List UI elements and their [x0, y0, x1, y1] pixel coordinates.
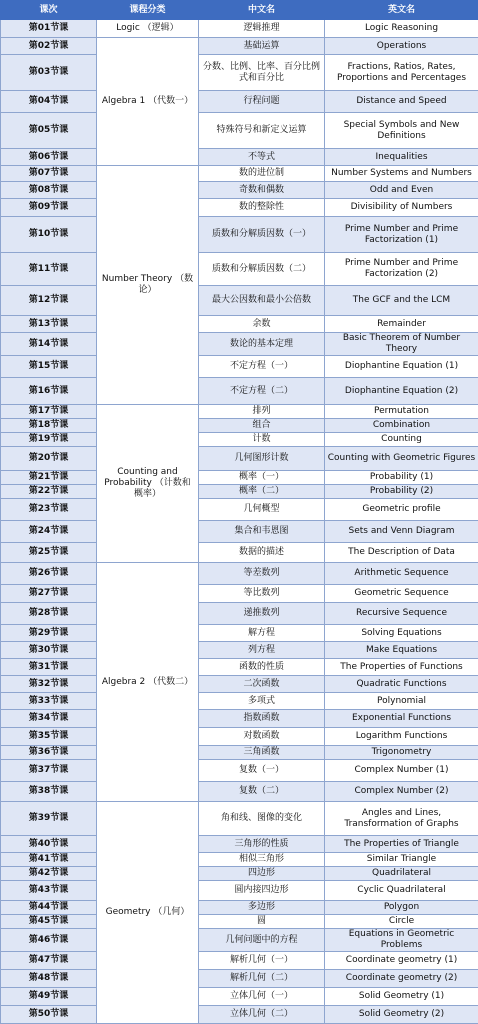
- chinese-name: 等比数列: [199, 585, 325, 603]
- lesson-number: 第48节课: [1, 970, 97, 988]
- chinese-name: 多边形: [199, 901, 325, 915]
- chinese-name: 集合和韦恩图: [199, 521, 325, 543]
- chinese-name: 多项式: [199, 693, 325, 710]
- table-row: [1, 447, 478, 471]
- table-row: [1, 499, 478, 521]
- english-name: Combination: [325, 419, 478, 433]
- english-name: Geometric Sequence: [325, 585, 478, 603]
- table-row: [1, 836, 478, 853]
- english-name: Make Equations: [325, 642, 478, 659]
- header-lesson: 课次: [1, 1, 97, 20]
- lesson-number: 第02节课: [1, 38, 97, 55]
- chinese-name: 三角函数: [199, 746, 325, 760]
- course-category: Geometry （几何）: [97, 802, 199, 1024]
- chinese-name: 复数（二）: [199, 782, 325, 802]
- lesson-number: 第17节课: [1, 405, 97, 419]
- table-row: [1, 603, 478, 625]
- chinese-name: 最大公因数和最小公倍数: [199, 286, 325, 316]
- table-row: [1, 166, 478, 182]
- chinese-name: 基础运算: [199, 38, 325, 55]
- table-row: [1, 802, 478, 836]
- table-row: [1, 378, 478, 405]
- chinese-name: 数的整除性: [199, 199, 325, 217]
- lesson-number: 第12节课: [1, 286, 97, 316]
- lesson-number: 第39节课: [1, 802, 97, 836]
- english-name: Logarithm Functions: [325, 728, 478, 746]
- table-row: [1, 929, 478, 952]
- lesson-number: 第07节课: [1, 166, 97, 182]
- lesson-number: 第23节课: [1, 499, 97, 521]
- header-category: 课程分类: [97, 1, 199, 20]
- table-row: [1, 676, 478, 693]
- table-row: [1, 217, 478, 253]
- chinese-name: 计数: [199, 433, 325, 447]
- lesson-number: 第37节课: [1, 760, 97, 782]
- lesson-number: 第47节课: [1, 952, 97, 970]
- english-name: Coordinate geometry (1): [325, 952, 478, 970]
- table-row: [1, 405, 478, 419]
- english-name: The Properties of Triangle: [325, 836, 478, 853]
- english-name: Trigonometry: [325, 746, 478, 760]
- english-name: Special Symbols and New Definitions: [325, 113, 478, 149]
- english-name: Solid Geometry (1): [325, 988, 478, 1006]
- english-name: Similar Triangle: [325, 853, 478, 867]
- chinese-name: 质数和分解质因数（二）: [199, 253, 325, 286]
- english-name: Prime Number and Prime Factorization (2): [325, 253, 478, 286]
- chinese-name: 立体几何（二）: [199, 1006, 325, 1024]
- header-chinese-name: 中文名: [199, 1, 325, 20]
- course-category: Number Theory （数论）: [97, 166, 199, 405]
- chinese-name: 列方程: [199, 642, 325, 659]
- lesson-number: 第22节课: [1, 485, 97, 499]
- lesson-number: 第06节课: [1, 149, 97, 166]
- chinese-name: 角和线、图像的变化: [199, 802, 325, 836]
- lesson-number: 第08节课: [1, 182, 97, 199]
- english-name: Exponential Functions: [325, 710, 478, 728]
- table-row: [1, 970, 478, 988]
- chinese-name: 数的进位制: [199, 166, 325, 182]
- lesson-number: 第41节课: [1, 853, 97, 867]
- table-row: [1, 20, 478, 38]
- course-category: Algebra 2 （代数二）: [97, 563, 199, 802]
- course-category: Counting and Probability （计数和概率）: [97, 405, 199, 563]
- english-name: Odd and Even: [325, 182, 478, 199]
- lesson-number: 第36节课: [1, 746, 97, 760]
- english-name: Counting: [325, 433, 478, 447]
- english-name: Inequalities: [325, 149, 478, 166]
- english-name: The Properties of Functions: [325, 659, 478, 676]
- table-row: [1, 746, 478, 760]
- lesson-number: 第40节课: [1, 836, 97, 853]
- lesson-number: 第19节课: [1, 433, 97, 447]
- chinese-name: 几何问题中的方程: [199, 929, 325, 952]
- table-row: [1, 419, 478, 433]
- lesson-number: 第18节课: [1, 419, 97, 433]
- chinese-name: 组合: [199, 419, 325, 433]
- lesson-number: 第26节课: [1, 563, 97, 585]
- english-name: Number Systems and Numbers: [325, 166, 478, 182]
- english-name: Complex Number (2): [325, 782, 478, 802]
- chinese-name: 不定方程（一）: [199, 356, 325, 378]
- chinese-name: 立体几何（一）: [199, 988, 325, 1006]
- table-row: [1, 316, 478, 333]
- table-row: [1, 952, 478, 970]
- english-name: Remainder: [325, 316, 478, 333]
- english-name: Quadrilateral: [325, 867, 478, 881]
- table-row: [1, 521, 478, 543]
- table-row: [1, 915, 478, 929]
- header-row: [1, 1, 478, 20]
- chinese-name: 相似三角形: [199, 853, 325, 867]
- lesson-number: 第31节课: [1, 659, 97, 676]
- table-row: [1, 782, 478, 802]
- english-name: Fractions, Ratios, Rates, Proportions and Percentages: [325, 55, 478, 91]
- table-row: [1, 433, 478, 447]
- table-body: [1, 20, 478, 1024]
- table-row: [1, 253, 478, 286]
- english-name: The GCF and the LCM: [325, 286, 478, 316]
- chinese-name: 圆: [199, 915, 325, 929]
- table-row: [1, 113, 478, 149]
- lesson-number: 第01节课: [1, 20, 97, 38]
- lesson-number: 第09节课: [1, 199, 97, 217]
- chinese-name: 概率（一）: [199, 471, 325, 485]
- lesson-number: 第33节课: [1, 693, 97, 710]
- lesson-number: 第34节课: [1, 710, 97, 728]
- english-name: Equations in Geometric Problems: [325, 929, 478, 952]
- lesson-number: 第20节课: [1, 447, 97, 471]
- chinese-name: 解析几何（二）: [199, 970, 325, 988]
- lesson-number: 第38节课: [1, 782, 97, 802]
- english-name: Counting with Geometric Figures: [325, 447, 478, 471]
- table-row: [1, 471, 478, 485]
- chinese-name: 排列: [199, 405, 325, 419]
- table-row: [1, 642, 478, 659]
- chinese-name: 行程问题: [199, 91, 325, 113]
- lesson-number: 第46节课: [1, 929, 97, 952]
- chinese-name: 三角形的性质: [199, 836, 325, 853]
- english-name: Logic Reasoning: [325, 20, 478, 38]
- chinese-name: 奇数和偶数: [199, 182, 325, 199]
- lesson-number: 第25节课: [1, 543, 97, 563]
- lesson-number: 第14节课: [1, 333, 97, 356]
- lesson-number: 第50节课: [1, 1006, 97, 1024]
- chinese-name: 几何概型: [199, 499, 325, 521]
- lesson-number: 第24节课: [1, 521, 97, 543]
- table-row: [1, 585, 478, 603]
- english-name: Distance and Speed: [325, 91, 478, 113]
- lesson-number: 第05节课: [1, 113, 97, 149]
- chinese-name: 对数函数: [199, 728, 325, 746]
- table-row: [1, 710, 478, 728]
- english-name: Divisibility of Numbers: [325, 199, 478, 217]
- english-name: Solving Equations: [325, 625, 478, 642]
- english-name: Arithmetic Sequence: [325, 563, 478, 585]
- lesson-number: 第15节课: [1, 356, 97, 378]
- english-name: Basic Theorem of Number Theory: [325, 333, 478, 356]
- english-name: Probability (1): [325, 471, 478, 485]
- chinese-name: 概率（二）: [199, 485, 325, 499]
- english-name: Angles and Lines, Transformation of Graphs: [325, 802, 478, 836]
- chinese-name: 二次函数: [199, 676, 325, 693]
- english-name: Probability (2): [325, 485, 478, 499]
- english-name: Permutation: [325, 405, 478, 419]
- course-category: Logic （逻辑）: [97, 20, 199, 38]
- table-row: [1, 91, 478, 113]
- table-row: [1, 853, 478, 867]
- chinese-name: 质数和分解质因数（一）: [199, 217, 325, 253]
- chinese-name: 数论的基本定理: [199, 333, 325, 356]
- english-name: Circle: [325, 915, 478, 929]
- english-name: Complex Number (1): [325, 760, 478, 782]
- lesson-number: 第27节课: [1, 585, 97, 603]
- table-row: [1, 881, 478, 901]
- table-row: [1, 149, 478, 166]
- chinese-name: 复数（一）: [199, 760, 325, 782]
- table-row: [1, 659, 478, 676]
- chinese-name: 余数: [199, 316, 325, 333]
- header-english-name: 英文名: [325, 1, 478, 20]
- lesson-number: 第35节课: [1, 728, 97, 746]
- table-row: [1, 625, 478, 642]
- chinese-name: 函数的性质: [199, 659, 325, 676]
- lesson-number: 第29节课: [1, 625, 97, 642]
- lesson-number: 第43节课: [1, 881, 97, 901]
- english-name: Quadratic Functions: [325, 676, 478, 693]
- table-row: [1, 760, 478, 782]
- table-row: [1, 543, 478, 563]
- english-name: Operations: [325, 38, 478, 55]
- chinese-name: 不等式: [199, 149, 325, 166]
- table-row: [1, 333, 478, 356]
- chinese-name: 特殊符号和新定义运算: [199, 113, 325, 149]
- table-row: [1, 988, 478, 1006]
- chinese-name: 分数、比例、比率、百分比例式和百分比: [199, 55, 325, 91]
- english-name: The Description of Data: [325, 543, 478, 563]
- table-row: [1, 1006, 478, 1024]
- english-name: Coordinate geometry (2): [325, 970, 478, 988]
- english-name: Sets and Venn Diagram: [325, 521, 478, 543]
- table-row: [1, 563, 478, 585]
- lesson-number: 第16节课: [1, 378, 97, 405]
- lesson-number: 第42节课: [1, 867, 97, 881]
- table-row: [1, 286, 478, 316]
- table-row: [1, 485, 478, 499]
- table-row: [1, 901, 478, 915]
- english-name: Cyclic Quadrilateral: [325, 881, 478, 901]
- table-row: [1, 55, 478, 91]
- table-row: [1, 182, 478, 199]
- chinese-name: 四边形: [199, 867, 325, 881]
- chinese-name: 几何图形计数: [199, 447, 325, 471]
- lesson-number: 第11节课: [1, 253, 97, 286]
- table-row: [1, 867, 478, 881]
- chinese-name: 圆内接四边形: [199, 881, 325, 901]
- lesson-number: 第10节课: [1, 217, 97, 253]
- course-category: Algebra 1 （代数一）: [97, 38, 199, 166]
- chinese-name: 指数函数: [199, 710, 325, 728]
- lesson-number: 第13节课: [1, 316, 97, 333]
- english-name: Geometric profile: [325, 499, 478, 521]
- chinese-name: 解析几何（一）: [199, 952, 325, 970]
- chinese-name: 等差数列: [199, 563, 325, 585]
- lesson-number: 第49节课: [1, 988, 97, 1006]
- chinese-name: 递推数列: [199, 603, 325, 625]
- lesson-number: 第04节课: [1, 91, 97, 113]
- lesson-number: 第44节课: [1, 901, 97, 915]
- lesson-number: 第28节课: [1, 603, 97, 625]
- english-name: Recursive Sequence: [325, 603, 478, 625]
- english-name: Solid Geometry (2): [325, 1006, 478, 1024]
- chinese-name: 不定方程（二）: [199, 378, 325, 405]
- english-name: Diophantine Equation (2): [325, 378, 478, 405]
- table-row: [1, 199, 478, 217]
- table-row: [1, 38, 478, 55]
- chinese-name: 逻辑推理: [199, 20, 325, 38]
- english-name: Polygon: [325, 901, 478, 915]
- lesson-number: 第45节课: [1, 915, 97, 929]
- lesson-number: 第21节课: [1, 471, 97, 485]
- table-row: [1, 356, 478, 378]
- lesson-number: 第03节课: [1, 55, 97, 91]
- chinese-name: 解方程: [199, 625, 325, 642]
- english-name: Polynomial: [325, 693, 478, 710]
- english-name: Diophantine Equation (1): [325, 356, 478, 378]
- lesson-number: 第32节课: [1, 676, 97, 693]
- lesson-number: 第30节课: [1, 642, 97, 659]
- table-row: [1, 693, 478, 710]
- chinese-name: 数据的描述: [199, 543, 325, 563]
- english-name: Prime Number and Prime Factorization (1): [325, 217, 478, 253]
- table-row: [1, 728, 478, 746]
